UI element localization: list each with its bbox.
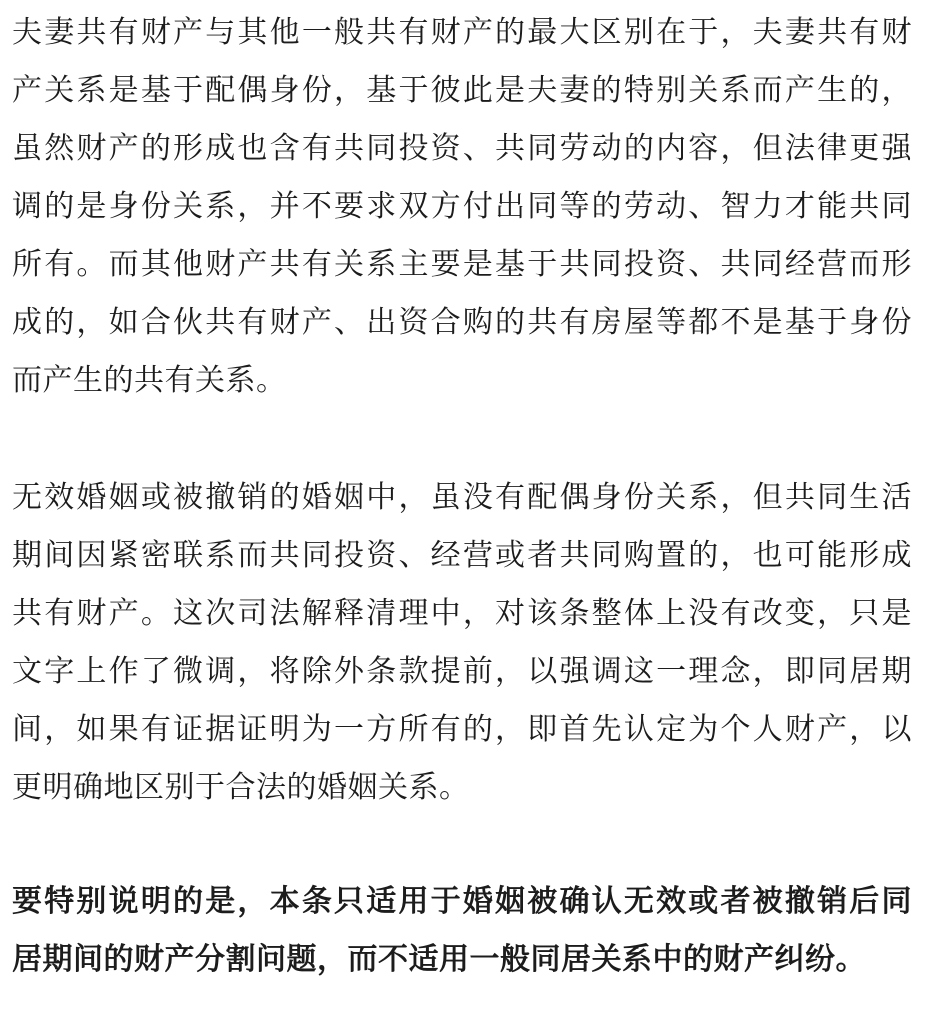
text-line: 共有财产。这次司法解释清理中，对该条整体上没有改变，只是 xyxy=(12,596,912,631)
text-line: 无效婚姻或被撤销的婚姻中，虽没有配偶身份关系，但共同生活 xyxy=(12,480,912,515)
text-line: 期间因紧密联系而共同投资、经营或者共同购置的，也可能形成 xyxy=(12,538,912,573)
text-line: 调的是身份关系，并不要求双方付出同等的劳动、智力才能共同 xyxy=(12,189,912,224)
text-line: 产关系是基于配偶身份，基于彼此是夫妻的特别关系而产生的， xyxy=(12,73,912,108)
text-line: 而产生的共有关系。 xyxy=(12,363,287,398)
text-line: 间，如果有证据证明为一方所有的，即首先认定为个人财产，以 xyxy=(12,712,912,747)
text-line: 文字上作了微调，将除外条款提前，以强调这一理念，即同居期 xyxy=(12,654,912,689)
text-line: 要特别说明的是，本条只适用于婚姻被确认无效或者被撤销后同 xyxy=(12,884,912,919)
paragraph-joint-property-difference xyxy=(12,4,912,410)
text-line: 成的，如合伙共有财产、出资合购的共有房屋等都不是基于身份 xyxy=(12,305,912,340)
text-line: 夫妻共有财产与其他一般共有财产的最大区别在于，夫妻共有财 xyxy=(12,15,912,50)
text-line: 居期间的财产分割问题，而不适用一般同居关系中的财产纠纷。 xyxy=(12,942,866,977)
text-line: 所有。而其他财产共有关系主要是基于共同投资、共同经营而形 xyxy=(12,247,912,282)
text-line: 虽然财产的形成也含有共同投资、共同劳动的内容，但法律更强 xyxy=(12,131,912,166)
text-line: 更明确地区别于合法的婚姻关系。 xyxy=(12,770,470,805)
paragraph-void-marriage xyxy=(12,469,912,817)
paragraph-special-note xyxy=(12,873,912,989)
